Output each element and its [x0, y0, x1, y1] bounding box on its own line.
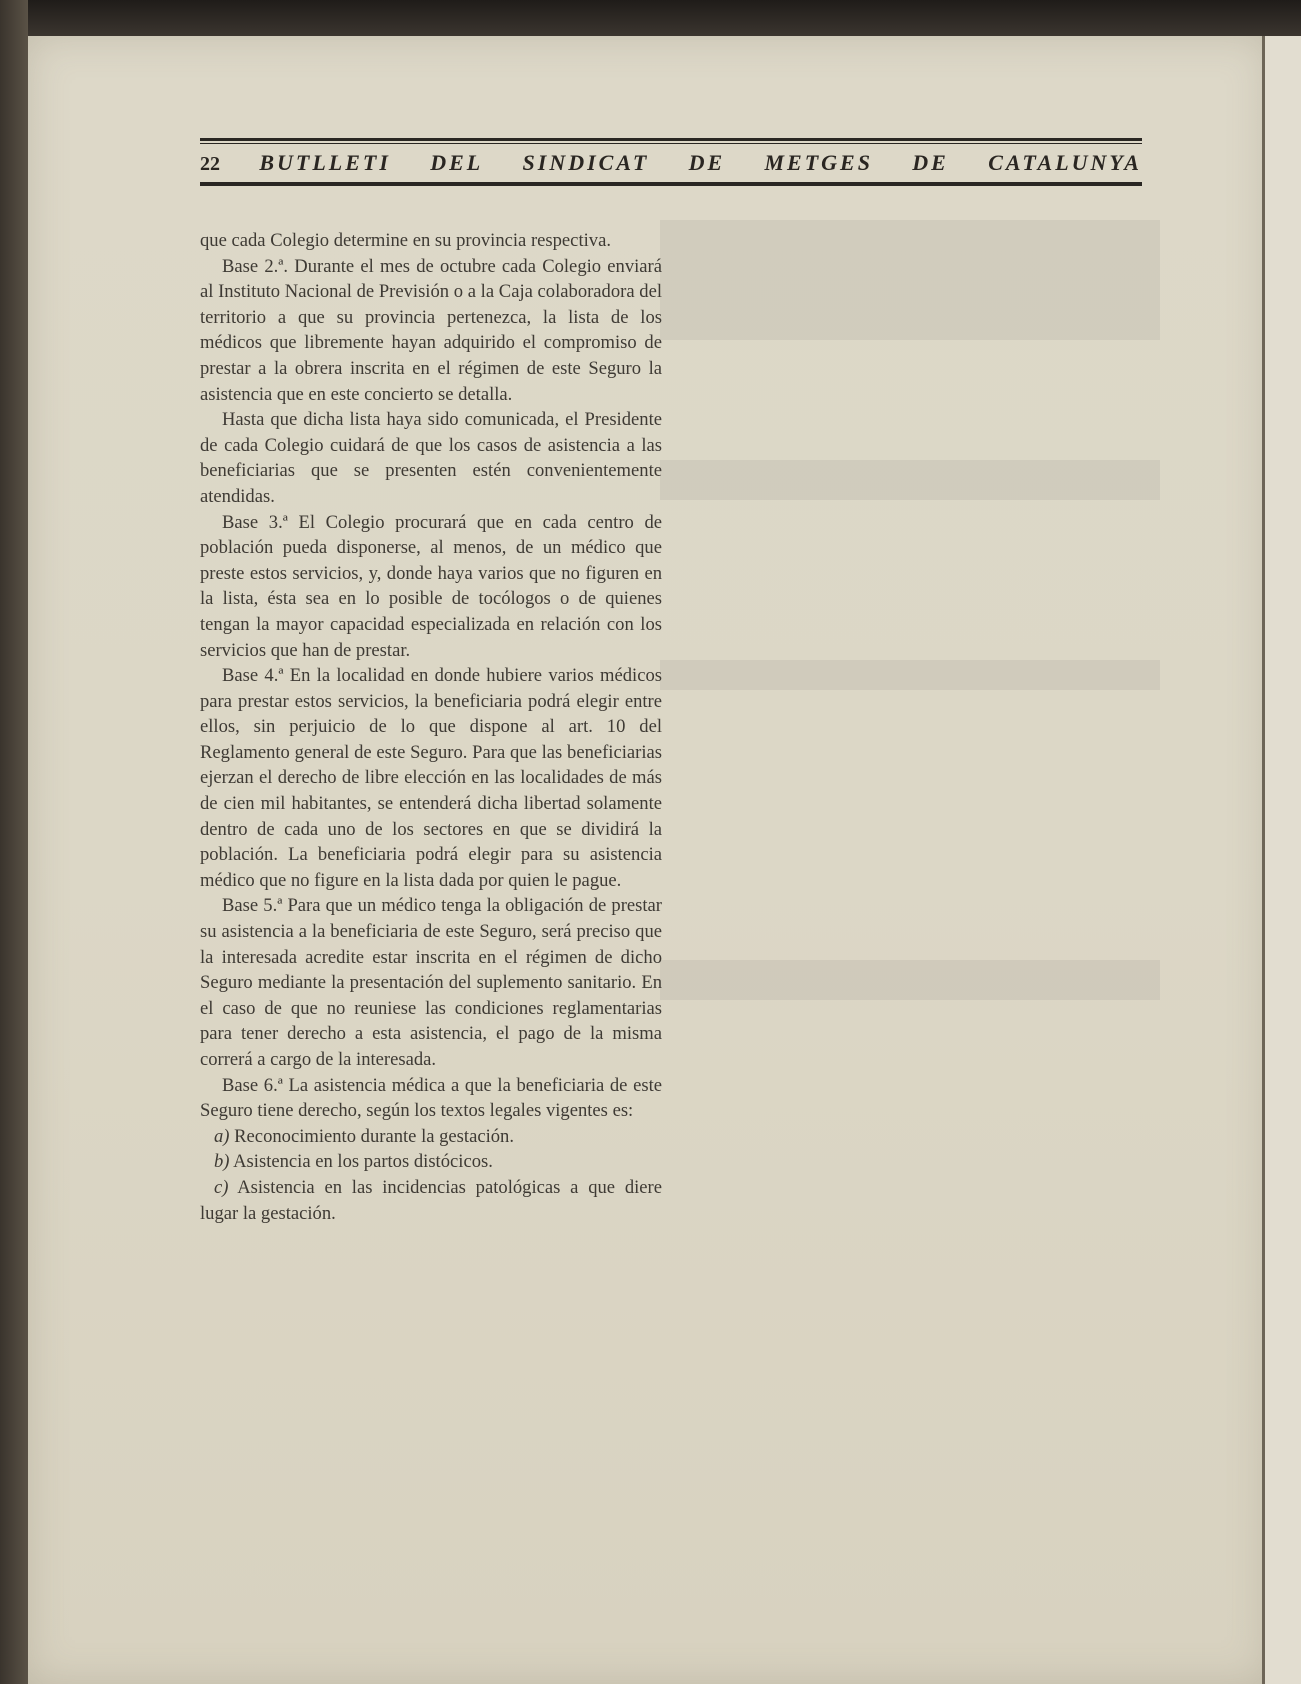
running-header [200, 138, 1142, 186]
paragraph-base-6: Base 6.ª La asistencia médica a que la beneficiaria de este Seguro tiene derecho, según los textos legales vigentes es: [200, 1074, 662, 1122]
paragraph-base-4: Base 4.ª En la localidad en donde hubiere varios médicos para prestar estos servicios, la beneficiaria podrá elegir entre ellos, sin perjuicio de lo que dispone al art. 10 del Reglamento general de este Seguro. Para que las beneficiarias ejerzan el derecho de libre elección en las localidades de más de cien mil habitantes, se entenderá dicha libertad solamente dentro de cada uno de los sectores en que se dividirá la población. La beneficiaria podrá elegir para su asistencia médico que no figure en la lista dada por quien le pague. [200, 665, 662, 891]
header-word: METGES [764, 150, 873, 175]
header-word: SINDICAT [522, 150, 650, 175]
header-word: DE [912, 150, 949, 175]
scan-top-edge [0, 0, 1301, 36]
paragraph: que cada Colegio determine en su provincia respectiva. [200, 230, 611, 251]
header-word: BUTLLETI [259, 150, 391, 175]
header-word: CATALUNYA [988, 150, 1142, 175]
list-letter: c) [214, 1176, 229, 1198]
paragraph-base-5: Base 5.ª Para que un médico tenga la obligación de prestar su asistencia a la beneficiaria de este Seguro, será preciso que la interesada acredite estar inscrita en el régimen de dicho Seguro mediante la presentación del suplemento sanitario. En el caso de que no reuniese las condiciones reglamentarias para tener derecho a esta asistencia, el pago de la misma correrá a cargo de la interesada. [200, 895, 662, 1070]
adjacent-page-edge [1262, 36, 1301, 1684]
list-item [200, 1149, 662, 1175]
paragraph-base-2: Base 2.ª. Durante el mes de octubre cada Colegio enviará al Instituto Nacional de Previsión o a la Caja colaboradora del territorio a que su provincia pertenezca, la lista de los médicos que libremente hayan adquirido el compromiso de prestar a la obrera inscrita en el régimen de este Seguro la asistencia que en este concierto se detalla. [200, 255, 662, 405]
list-letter: a) [214, 1125, 230, 1147]
header-word: DE [688, 150, 726, 175]
scan-left-edge [0, 0, 28, 1684]
page-number: 22 [200, 153, 220, 175]
list-letter: b) [214, 1151, 230, 1173]
list-text: Reconocimiento durante la gestación. [234, 1125, 514, 1147]
paragraph-base-3: Base 3.ª El Colegio procurará que en cada centro de población pueda disponerse, al menos, de un médico que preste estos servicios, y, donde haya varios que no figuren en la lista, ésta sea en lo posible de tocólogos o de quienes tengan la mayor capacidad especializada en relación con los servicios que han de prestar. [200, 511, 662, 661]
text-column [200, 228, 662, 1226]
header-bottom-rule [200, 183, 1142, 186]
list-text: Asistencia en los partos distócicos. [233, 1151, 493, 1173]
paragraph: Hasta que dicha lista haya sido comunicada, el Presidente de cada Colegio cuidará de que los casos de asistencia a las beneficiarias que se presenten estén convenientemente atendidas. [200, 409, 662, 507]
list-item [200, 1175, 662, 1226]
header-top-rule [200, 138, 1142, 141]
list-text: Asistencia en las incidencias patológicas a que diere lugar la gestación. [200, 1176, 662, 1224]
list-item [200, 1124, 662, 1150]
header-word: DEL [430, 150, 484, 175]
